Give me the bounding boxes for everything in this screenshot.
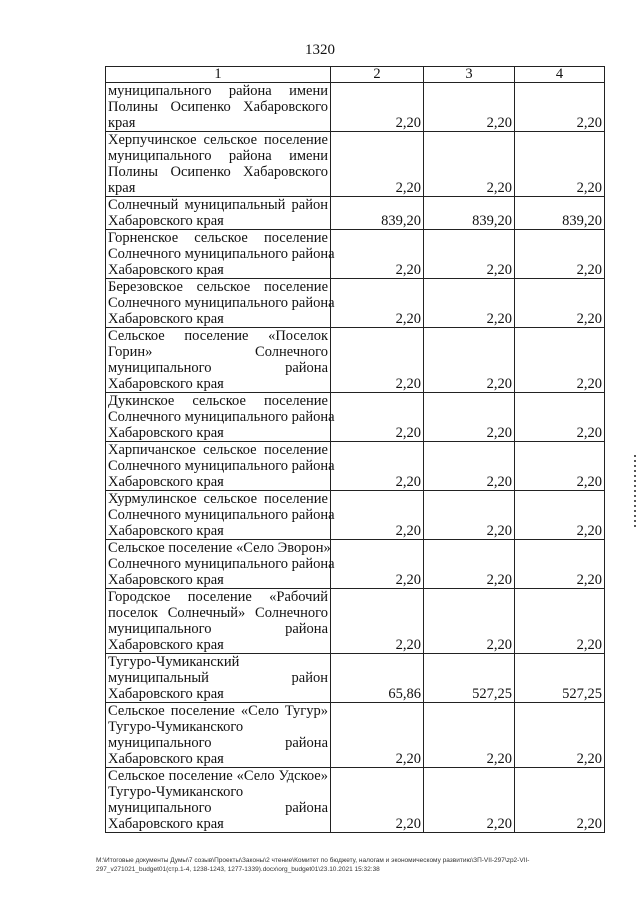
value-cell-col2: 2,20 — [331, 768, 424, 833]
value-cell-col3: 2,20 — [424, 132, 515, 197]
value-cell-col3: 2,20 — [424, 540, 515, 589]
territory-name-line: Горненское сельское поселение — [108, 230, 328, 246]
territory-name-cell — [106, 279, 335, 328]
territory-name-line: Горин» Солнечного — [108, 344, 328, 360]
territory-name-line: Хабаровского края — [108, 213, 224, 229]
column-header-4: 4 — [515, 67, 605, 83]
table-row — [106, 393, 605, 442]
territory-name-line: Тугуро-Чумиканского — [108, 784, 244, 800]
territory-name-cell — [106, 768, 331, 833]
document-path-footer — [96, 856, 636, 874]
table-row — [106, 703, 605, 768]
territory-name-line: Березовское сельское поселение — [108, 279, 328, 295]
column-header-2: 2 — [331, 67, 424, 83]
territory-name-line: Хабаровского края — [108, 262, 224, 278]
territory-name-line: муниципального района — [108, 360, 328, 376]
territory-name-line: Тугуро-Чумиканский — [108, 654, 240, 670]
value-cell-col4: 2,20 — [515, 491, 605, 540]
value-cell-col2: 2,20 — [331, 393, 424, 442]
column-header-1: 1 — [106, 67, 331, 83]
territory-name-cell — [106, 491, 335, 540]
column-header-3: 3 — [424, 67, 515, 83]
territory-name-line: муниципального района — [108, 735, 328, 751]
territory-name-cell — [106, 393, 335, 442]
territory-name-cell — [106, 654, 331, 703]
table-row — [106, 83, 605, 132]
territory-name-line: Хабаровского края — [108, 523, 224, 539]
table-row — [106, 589, 605, 654]
scan-margin-mark — [634, 455, 636, 527]
value-cell-col4: 2,20 — [515, 279, 605, 328]
value-cell-col2: 2,20 — [331, 589, 424, 654]
table-row — [106, 279, 605, 328]
table-row — [106, 442, 605, 491]
value-cell-col3: 2,20 — [424, 230, 515, 279]
value-cell-col4: 527,25 — [515, 654, 605, 703]
territory-name-line: поселок Солнечный» Солнечного — [108, 605, 328, 621]
value-cell-col2: 2,20 — [331, 703, 424, 768]
value-cell-col3: 2,20 — [424, 703, 515, 768]
value-cell-col3: 527,25 — [424, 654, 515, 703]
territory-name-line: Хабаровского края — [108, 572, 224, 588]
value-cell-col4: 2,20 — [515, 589, 605, 654]
territory-name-line: Городское поселение «Рабочий — [108, 589, 328, 605]
table-body — [106, 83, 605, 833]
value-cell-col4: 2,20 — [515, 230, 605, 279]
value-cell-col2: 2,20 — [331, 83, 424, 132]
territory-name-line: Хурмулинское сельское поселение — [108, 491, 328, 507]
table-row — [106, 491, 605, 540]
territory-name-line: Сельское поселение «Село Тугур» — [108, 703, 328, 719]
table-row — [106, 768, 605, 833]
footer-path-line: 297_v271021_budget01(стр.1-4, 1238-1243, 1277-1339).docx\org_budget01\23.10.2021 15:32:38 — [96, 866, 380, 873]
territory-name-line: Солнечного муниципального района — [108, 409, 335, 425]
territory-name-line: Тугуро-Чумиканского — [108, 719, 244, 735]
page-number: 1320 — [305, 42, 335, 58]
territory-name-line: Солнечный муниципальный район — [108, 197, 328, 213]
territory-name-line: Солнечного муниципального района — [108, 458, 335, 474]
territory-name-cell — [106, 83, 331, 132]
value-cell-col2: 839,20 — [331, 197, 424, 230]
territory-name-cell — [106, 132, 331, 197]
value-cell-col3: 2,20 — [424, 491, 515, 540]
value-cell-col4: 2,20 — [515, 328, 605, 393]
value-cell-col3: 2,20 — [424, 328, 515, 393]
territory-name-line: Хабаровского края — [108, 311, 224, 327]
table-row — [106, 132, 605, 197]
value-cell-col2: 2,20 — [331, 491, 424, 540]
value-cell-col3: 2,20 — [424, 279, 515, 328]
territory-name-line: Хабаровского края — [108, 686, 224, 702]
territory-name-cell — [106, 703, 331, 768]
territory-name-line: Харпичанское сельское поселение — [108, 442, 328, 458]
territory-name-line: муниципального района — [108, 800, 328, 816]
value-cell-col4: 2,20 — [515, 83, 605, 132]
territory-name-line: Солнечного муниципального района — [108, 556, 335, 572]
territory-name-cell — [106, 328, 331, 393]
territory-name-cell — [106, 197, 331, 230]
value-cell-col3: 2,20 — [424, 83, 515, 132]
territory-name-cell — [106, 230, 335, 279]
table-row — [106, 654, 605, 703]
value-cell-col3: 2,20 — [424, 589, 515, 654]
value-cell-col4: 2,20 — [515, 540, 605, 589]
territory-name-line: Херпучинское сельское поселение — [108, 132, 328, 148]
territory-name-line: муниципального района имени — [108, 148, 328, 164]
value-cell-col3: 2,20 — [424, 442, 515, 491]
territory-name-line: муниципального района — [108, 621, 328, 637]
table-row — [106, 197, 605, 230]
territory-name-line: края — [108, 115, 136, 131]
territory-name-line: Сельское поселение «Село Эворон» — [108, 540, 331, 556]
territory-name-line: Хабаровского края — [108, 816, 224, 832]
value-cell-col2: 2,20 — [331, 442, 424, 491]
territory-name-line: Полины Осипенко Хабаровского — [108, 99, 328, 115]
value-cell-col2: 2,20 — [331, 230, 424, 279]
value-cell-col2: 2,20 — [331, 279, 424, 328]
value-cell-col4: 2,20 — [515, 132, 605, 197]
territory-name-cell — [106, 540, 335, 589]
territory-name-line: Полины Осипенко Хабаровского — [108, 164, 328, 180]
territory-name-line: Хабаровского края — [108, 425, 224, 441]
territory-name-line: муниципального района имени — [108, 83, 328, 99]
territory-name-line: Солнечного муниципального района — [108, 507, 335, 523]
value-cell-col4: 2,20 — [515, 442, 605, 491]
value-cell-col4: 2,20 — [515, 768, 605, 833]
value-cell-col2: 2,20 — [331, 132, 424, 197]
territory-name-line: Сельское поселение «Село Удское» — [108, 768, 328, 784]
territory-name-line: Сельское поселение «Поселок — [108, 328, 328, 344]
territory-name-line: края — [108, 180, 136, 196]
footer-path-line: М:\Итоговые документы Думы\7 созыв\Проекты\Законы\2 чтение\Комитет по бюджету, налогам и экономическому развитию\ЗП-VII-297\zp2-VII- — [96, 857, 530, 864]
budget-table — [105, 66, 605, 833]
value-cell-col4: 2,20 — [515, 703, 605, 768]
territory-name-line: муниципальный район — [108, 670, 328, 686]
table-header-row — [106, 67, 605, 83]
table-row — [106, 230, 605, 279]
value-cell-col2: 2,20 — [331, 540, 424, 589]
territory-name-line: Хабаровского края — [108, 637, 224, 653]
table-row — [106, 540, 605, 589]
territory-name-cell — [106, 589, 331, 654]
territory-name-cell — [106, 442, 335, 491]
table-row — [106, 328, 605, 393]
value-cell-col3: 2,20 — [424, 393, 515, 442]
territory-name-line: Дукинское сельское поселение — [108, 393, 328, 409]
value-cell-col3: 2,20 — [424, 768, 515, 833]
value-cell-col2: 65,86 — [331, 654, 424, 703]
territory-name-line: Хабаровского края — [108, 751, 224, 767]
territory-name-line: Солнечного муниципального района — [108, 295, 335, 311]
value-cell-col2: 2,20 — [331, 328, 424, 393]
value-cell-col4: 839,20 — [515, 197, 605, 230]
value-cell-col4: 2,20 — [515, 393, 605, 442]
territory-name-line: Хабаровского края — [108, 376, 224, 392]
value-cell-col3: 839,20 — [424, 197, 515, 230]
territory-name-line: Хабаровского края — [108, 474, 224, 490]
territory-name-line: Солнечного муниципального района — [108, 246, 335, 262]
